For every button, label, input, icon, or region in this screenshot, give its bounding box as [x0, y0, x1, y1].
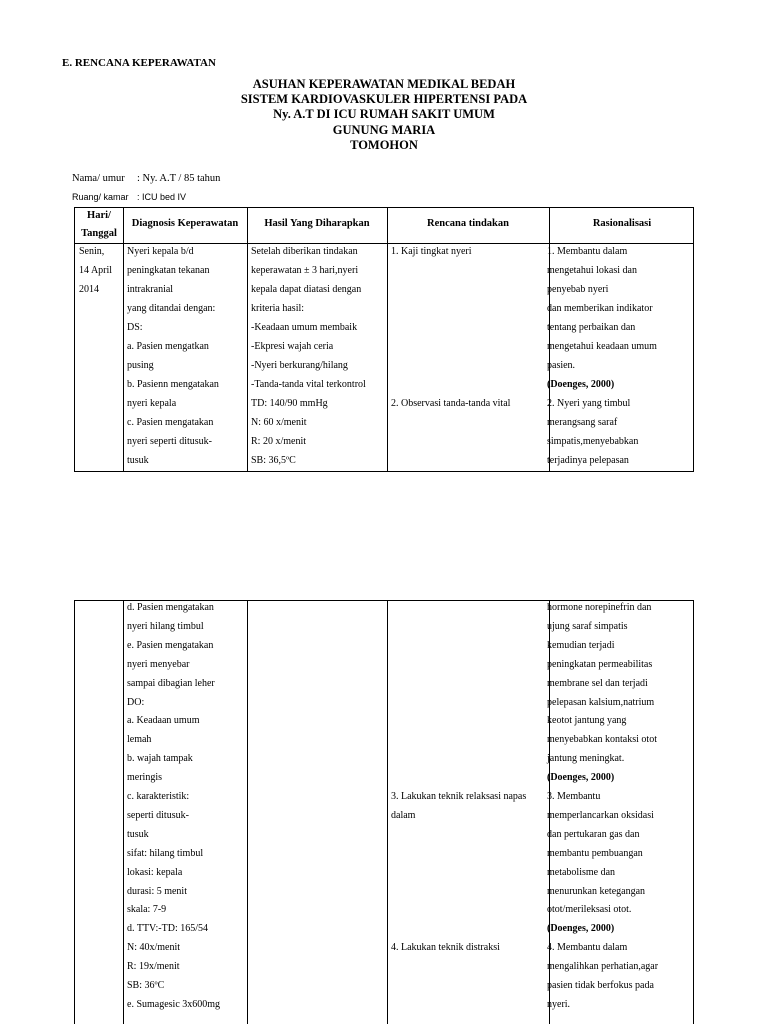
diagnosis-line: lokasi: kepala [127, 866, 183, 878]
rationale-line: mengetahui lokasi dan [547, 265, 637, 276]
outcome-line: keperawatan ± 3 hari,nyeri [251, 265, 359, 276]
diagnosis-line: a. Keadaan umum [127, 715, 200, 727]
outcome-line: kepala dapat diatasi dengan [251, 284, 362, 295]
outcome-line: -Ekpresi wajah ceria [251, 341, 334, 352]
diagnosis-line: skala: 7-9 [127, 904, 167, 916]
rationale-line: 4. Membantu dalam [547, 942, 628, 954]
day-line: Senin, [79, 246, 105, 257]
rationale-line: terjadinya pelepasan [547, 455, 629, 466]
day-line: 2014 [79, 284, 99, 295]
title-line: ASUHAN KEPERAWATAN MEDIKAL BEDAH [252, 77, 516, 91]
diagnosis-line: nyeri seperti ditusuk- [127, 436, 212, 447]
plan-item: 1. Kaji tingkat nyeri [391, 246, 472, 257]
rationale-line: menurunkan ketegangan [547, 885, 646, 897]
rationale-line: dan pertukaran gas dan [547, 828, 640, 840]
rationale-line: metabolisme dan [547, 866, 616, 878]
outcome-line: kriteria hasil: [251, 303, 305, 314]
outcome-line: -Tanda-tanda vital terkontrol [251, 379, 366, 390]
plan-item: 3. Lakukan teknik relaksasi napas [391, 791, 527, 802]
rationale-line: penyebab nyeri [547, 284, 609, 295]
diagnosis-line: sifat: hilang timbul [127, 847, 204, 859]
outcome-line: SB: 36,5ºC [251, 455, 296, 466]
header-diagnosis: Diagnosis Keperawatan [131, 218, 239, 229]
section-heading: E. RENCANA KEPERAWATAN [62, 57, 216, 69]
diagnosis-line: e. Pasien mengatakan [127, 639, 214, 651]
header-rationale: Rasionalisasi [592, 218, 652, 229]
patient-room-label: Ruang/ kamar [72, 192, 129, 202]
header-day: Hari/ Tanggal [81, 210, 117, 239]
rationale-line: hormone norepinefrin dan [547, 602, 652, 613]
title-line: TOMOHON [350, 137, 418, 152]
rationale-line: peningkatan permeabilitas [547, 658, 653, 670]
diagnosis-line: R: 19x/menit [127, 961, 180, 973]
rationale-line: jantung meningkat. [547, 753, 625, 765]
rationale-line: ujung saraf simpatis [547, 620, 628, 632]
plan-item: 2. Observasi tanda-tanda vital [391, 398, 511, 409]
day-line: 14 April [79, 265, 113, 276]
diagnosis-line: Nyeri kepala b/d [127, 246, 194, 257]
rationale-line: kemudian terjadi [547, 639, 615, 651]
rationale-line: otot/merileksasi otot. [547, 904, 632, 916]
diagnosis-line: c. Pasien mengatakan [127, 417, 214, 428]
rationale-line: mengetahui keadaan umum [547, 341, 657, 352]
outcome-line: -Nyeri berkurang/hilang [251, 360, 348, 371]
diagnosis-line: DS: [127, 322, 143, 333]
header-outcome: Hasil Yang Diharapkan [264, 218, 370, 229]
diagnosis-line: a. Pasien mengatkan [127, 341, 209, 352]
diagnosis-line: b. wajah tampak [127, 753, 193, 765]
rationale-line: (Doenges, 2000) [547, 923, 615, 935]
rationale-line: pasien tidak berfokus pada [547, 980, 654, 991]
diagnosis-line: SB: 36ºC [127, 980, 165, 991]
diagnosis-line: b. Pasienn mengatakan [127, 379, 219, 390]
diagnosis-line: intrakranial [127, 284, 174, 295]
diagnosis-line: d. Pasien mengatakan [127, 602, 214, 613]
rationale-line: tentang perbaikan dan [547, 322, 636, 333]
rationale-line: nyeri. [547, 998, 571, 1010]
diagnosis-line: yang ditandai dengan: [127, 303, 216, 314]
rationale-line: (Doenges, 2000) [547, 772, 615, 784]
diagnosis-line: tusuk [127, 828, 149, 840]
patient-name-label: Nama/ umur [72, 173, 125, 184]
diagnosis-line: meringis [127, 772, 162, 784]
rationale-line: simpatis,menyebabkan [547, 436, 639, 447]
plan-item: 4. Lakukan teknik distraksi [391, 942, 500, 954]
patient-name-value: : Ny. A.T / 85 tahun [137, 173, 221, 184]
diagnosis-line: sampai dibagian leher [127, 677, 215, 689]
title-line: SISTEM KARDIOVASKULER HIPERTENSI PADA [240, 92, 528, 107]
outcome-line: Setelah diberikan tindakan [251, 246, 358, 257]
rationale-line: membantu pembuangan [547, 847, 643, 859]
rationale-line: membrane sel dan terjadi [547, 677, 648, 689]
care-plan-table-2 [74, 600, 694, 1024]
rationale-line: (Doenges, 2000) [547, 379, 615, 390]
diagnosis-line: N: 40x/menit [127, 942, 181, 954]
diagnosis-line: durasi: 5 menit [127, 885, 187, 897]
outcome-line: R: 20 x/menit [251, 436, 306, 447]
rationale-line: 3. Membantu [547, 791, 601, 802]
rationale-line: pelepasan kalsium,natrium [547, 696, 655, 708]
rationale-line: 2. Nyeri yang timbul [547, 398, 631, 409]
plan-item: dalam [391, 809, 416, 821]
outcome-line: N: 60 x/menit [251, 417, 307, 428]
diagnosis-line: c. karakteristik: [127, 791, 190, 802]
rationale-line: mengalihkan perhatian,agar [547, 961, 659, 973]
rationale-line: menyebabkan kontaksi otot [547, 734, 657, 746]
outcome-line: TD: 140/90 mmHg [251, 398, 328, 409]
diagnosis-line: tusuk [127, 455, 149, 466]
header-plan: Rencana tindakan [427, 218, 509, 229]
diagnosis-line: DO: [127, 696, 145, 708]
document-title [0, 77, 768, 153]
rationale-line: keotot jantung yang [547, 715, 627, 727]
rationale-line: dan memberikan indikator [547, 303, 653, 314]
diagnosis-line: d. TTV:-TD: 165/54 [127, 923, 209, 935]
title-line: GUNUNG MARIA [332, 122, 436, 137]
diagnosis-line: e. Sumagesic 3x600mg [127, 998, 221, 1010]
diagnosis-line: pusing [127, 360, 154, 371]
rationale-line: merangsang saraf [547, 417, 618, 428]
diagnosis-line: nyeri hilang timbul [127, 620, 204, 632]
rationale-line: 1. Membantu dalam [547, 246, 628, 257]
rationale-line: memperlancarkan oksidasi [547, 809, 654, 821]
diagnosis-line: nyeri kepala [127, 398, 177, 409]
diagnosis-line: peningkatan tekanan [127, 265, 210, 276]
rationale-line: pasien. [547, 360, 576, 371]
outcome-line: -Keadaan umum membaik [251, 322, 358, 333]
diagnosis-line: lemah [127, 734, 152, 746]
title-line: Ny. A.T DI ICU RUMAH SAKIT UMUM [273, 107, 495, 122]
diagnosis-line: nyeri menyebar [127, 658, 190, 670]
patient-room-value: : ICU bed IV [137, 192, 187, 202]
diagnosis-line: seperti ditusuk- [127, 809, 189, 821]
care-plan-table-1 [74, 207, 694, 472]
